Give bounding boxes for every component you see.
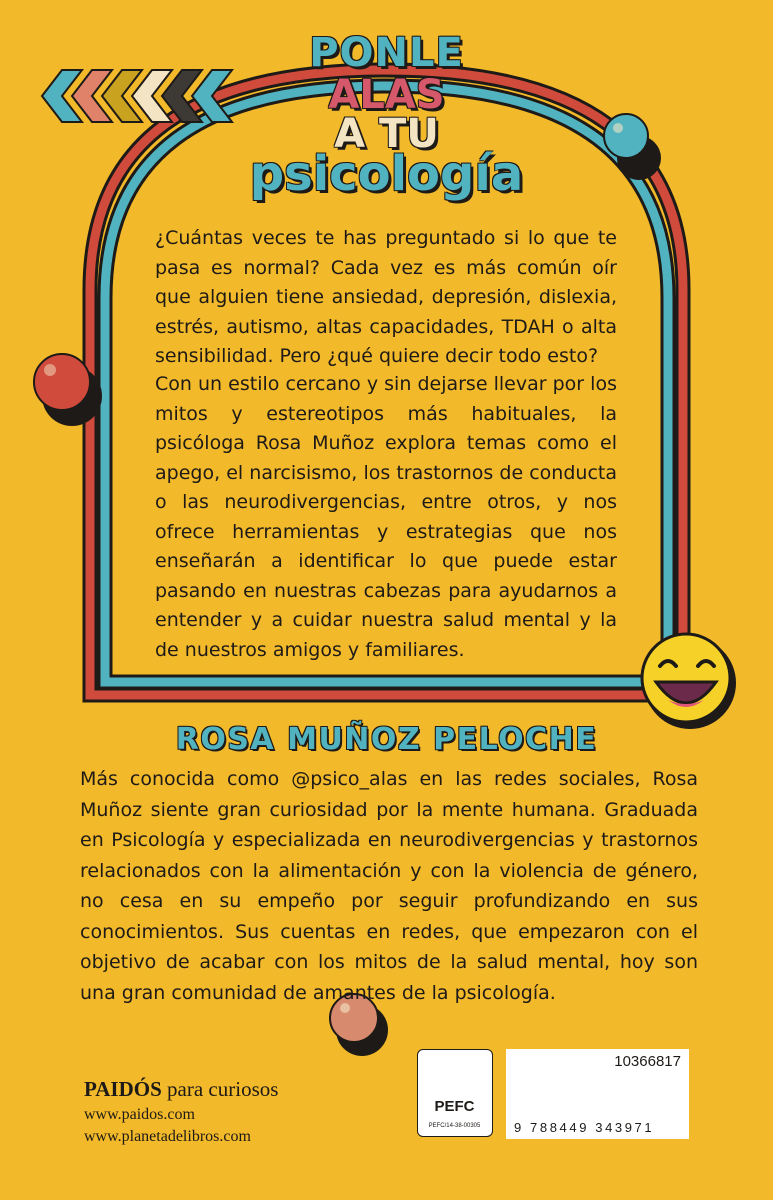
pefc-label: PEFC <box>434 1098 475 1115</box>
publisher-brand: PAIDÓS <box>84 1077 162 1101</box>
author-name: ROSA MUÑOZ PELOCHE <box>175 722 598 757</box>
synopsis-paragraph-1: ¿Cuántas veces te has preguntado si lo que te pasa es normal? Cada vez es más común oír que alguien tiene ansiedad, depresión, dislexia, estrés, autismo, altas capacidades, TDAH o alta sensibilidad. Pero ¿qué quiere decir todo esto? <box>155 227 617 367</box>
title-line-3: A TU <box>334 111 439 157</box>
isbn-digits: 9 788449 343971 <box>514 1120 655 1135</box>
barcode-box <box>506 1049 689 1139</box>
publisher-url-1: www.paidos.com <box>84 1106 195 1123</box>
publisher-url-2: www.planetadelibros.com <box>84 1128 251 1145</box>
synopsis-paragraph-2: Con un estilo cercano y sin dejarse llevar por los mitos y estereotipos más habituales, la psicóloga Rosa Muñoz explora temas como el apego, el narcisismo, los trastornos de conducta o las neurodivergencias, entre otros, y nos ofrece herramientas y estrategias que nos enseñarán a identificar lo que puede estar pasando en nuestras cabezas para ayudarnos a entender y a cuidar nuestra salud mental y la de nuestros amigos y familiares. <box>155 373 617 661</box>
publisher-collection <box>84 1077 278 1102</box>
title-line-1: PONLE <box>309 30 464 76</box>
barcode-number: 10366817 <box>614 1053 681 1070</box>
author-bio: Más conocida como @psico_alas en las redes sociales, Rosa Muñoz siente gran curiosidad por la mente humana. Graduada en Psicología y especializada en neurodivergencias y trastornos relacionados con la alimentación y con la violencia de género, no cesa en su empeño por seguir profundizando en sus conocimientos. Sus cuentas en redes, que empezaron con el objetivo de acabar con los mitos de la salud mental, hoy son una gran comunidad de amantes de la psicología. <box>80 768 698 1004</box>
pefc-certification-badge <box>417 1049 493 1137</box>
pefc-code: PEFC/14-38-00305 <box>428 1123 481 1129</box>
title-line-2: ALAS <box>328 72 445 118</box>
collection-name: para curiosos <box>161 1077 279 1101</box>
title-line-4: psicología <box>249 146 524 202</box>
smiley-face-icon <box>642 634 736 729</box>
